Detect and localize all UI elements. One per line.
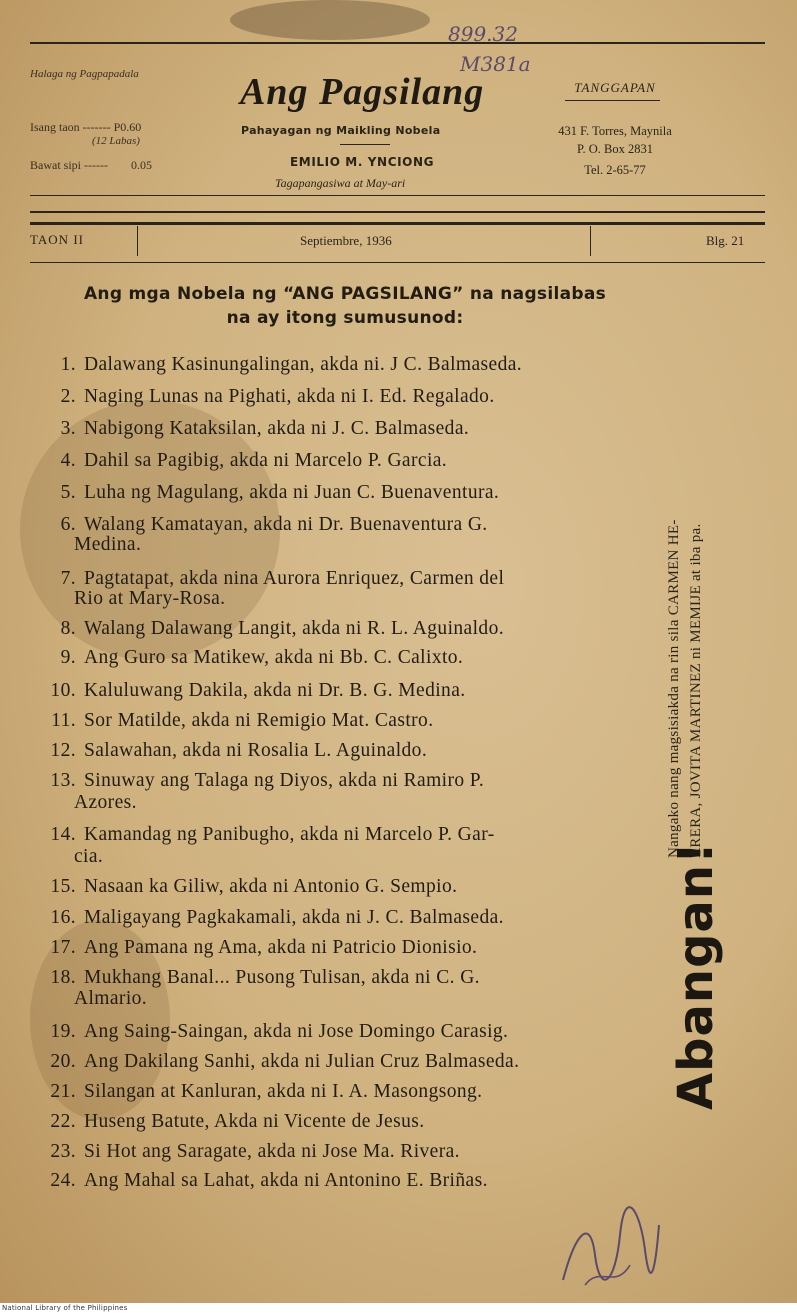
issue-divider xyxy=(590,226,591,256)
item-number: 16. xyxy=(50,907,76,928)
item-number: 23. xyxy=(50,1141,76,1162)
item-number: 10. xyxy=(50,680,76,701)
list-heading xyxy=(20,282,670,330)
abangan-banner: Abangan! xyxy=(668,841,724,1110)
item-number: 17. xyxy=(50,937,76,958)
item-number: 21. xyxy=(50,1081,76,1102)
price-row-amount: P0.60 xyxy=(113,120,142,134)
list-heading-line: Ang mga Nobela ng “ANG PAGSILANG” na nagsilabas xyxy=(83,284,607,304)
office-address: 431 F. Torres, Maynila xyxy=(558,124,672,138)
item-number: 14. xyxy=(50,824,76,845)
office-po-box: P. O. Box 2831 xyxy=(576,142,654,156)
handwritten-call-number: 899.32 xyxy=(448,22,518,46)
item-text: Luha ng Magulang, akda ni Juan C. Buenaventura. xyxy=(84,482,500,503)
item-number: 3. xyxy=(60,418,76,439)
issue-date: Septiembre, 1936 xyxy=(300,233,392,248)
price-label: Halaga ng Pagpapadala xyxy=(30,68,139,80)
item-text: Nasaan ka Giliw, akda ni Antonio G. Sempio. xyxy=(84,876,458,897)
item-text: Sinuway ang Talaga ng Diyos, akda ni Ramiro P. xyxy=(84,770,485,791)
item-text: Naging Lunas na Pighati, akda ni I. Ed. Regalado. xyxy=(84,386,495,407)
item-text: Almario. xyxy=(74,988,148,1009)
price-row-label: Isang taon ------- xyxy=(30,120,111,134)
masthead-bottom-rule xyxy=(30,262,765,263)
editor-name: EMILIO M. YNCIONG xyxy=(290,155,435,169)
item-text: Walang Kamatayan, akda ni Dr. Buenaventura G. xyxy=(84,514,488,535)
price-row-label: Bawat sipi ------ xyxy=(30,158,108,172)
price-row-note: (12 Labas) xyxy=(92,135,140,147)
publication-title: Ang Pagsilang xyxy=(240,71,485,113)
library-footer: National Library of the Philippines xyxy=(2,1304,128,1312)
list-heading-line: na ay itong sumusunod: xyxy=(226,308,464,328)
item-number: 5. xyxy=(60,482,76,503)
item-number: 15. xyxy=(50,876,76,897)
item-number: 20. xyxy=(50,1051,76,1072)
masthead-rule xyxy=(30,211,765,213)
volume-label: TAON II xyxy=(30,232,84,247)
handwritten-signature xyxy=(555,1195,665,1295)
item-text: Dahil sa Pagibig, akda ni Marcelo P. Garcia. xyxy=(84,450,448,471)
item-text: Ang Guro sa Matikew, akda ni Bb. C. Calixto. xyxy=(84,647,464,668)
item-text: Salawahan, akda ni Rosalia L. Aguinaldo. xyxy=(84,740,428,761)
issue-divider xyxy=(137,226,138,256)
item-text: Maligayang Pagkakamali, akda ni J. C. Balmaseda. xyxy=(84,907,504,928)
item-number: 8. xyxy=(60,618,76,639)
price-row-amount: 0.05 xyxy=(130,158,152,172)
item-number: 24. xyxy=(50,1170,76,1191)
item-text: Ang Dakilang Sanhi, akda ni Julian Cruz Balmaseda. xyxy=(84,1051,520,1072)
item-number: 2. xyxy=(60,386,76,407)
publication-subtitle: Pahayagan ng Maikling Nobela xyxy=(241,124,441,137)
item-text: Ang Pamana ng Ama, akda ni Patricio Dionisio. xyxy=(84,937,478,958)
price-row-year xyxy=(30,120,141,135)
item-number: 1. xyxy=(60,354,76,375)
item-number: 11. xyxy=(51,710,76,731)
item-text: Nabigong Kataksilan, akda ni J. C. Balmaseda. xyxy=(84,418,470,439)
item-text: Rio at Mary-Rosa. xyxy=(74,588,226,609)
item-text: Mukhang Banal... Pusong Tulisan, akda ni C. G. xyxy=(84,967,480,988)
paper-stain xyxy=(230,0,430,40)
office-label: TANGGAPAN xyxy=(574,80,656,95)
item-text: Walang Dalawang Langit, akda ni R. L. Aguinaldo. xyxy=(84,618,504,639)
masthead-top-rule xyxy=(30,42,765,44)
item-text: Kamandag ng Panibugho, akda ni Marcelo P. Gar- xyxy=(84,824,495,845)
masthead-rule xyxy=(30,222,765,225)
item-text: Azores. xyxy=(74,792,137,813)
masthead-rule xyxy=(30,195,765,196)
editor-role: Tagapangasiwa at May-ari xyxy=(275,176,406,190)
item-number: 6. xyxy=(60,514,76,535)
item-text: Ang Mahal sa Lahat, akda ni Antonino E. Briñas. xyxy=(84,1170,488,1191)
sidebar-note-line: Nangako nang magsisiakda na rin sila CARMEN HE- xyxy=(666,519,682,858)
subtitle-rule xyxy=(340,144,390,145)
item-number: 12. xyxy=(50,740,76,761)
item-number: 4. xyxy=(60,450,76,471)
item-text: Pagtatapat, akda nina Aurora Enriquez, Carmen del xyxy=(84,568,505,589)
item-number: 22. xyxy=(50,1111,76,1132)
price-row-copy xyxy=(30,158,152,173)
item-number: 19. xyxy=(50,1021,76,1042)
item-number: 9. xyxy=(60,647,76,668)
office-telephone: Tel. 2-65-77 xyxy=(584,163,646,177)
item-text: Si Hot ang Saragate, akda ni Jose Ma. Rivera. xyxy=(84,1141,460,1162)
handwritten-call-number: M381a xyxy=(460,52,531,76)
item-text: Medina. xyxy=(74,534,142,555)
item-number: 13. xyxy=(50,770,76,791)
office-rule xyxy=(565,100,660,101)
issue-number: Blg. 21 xyxy=(706,233,745,248)
item-number: 18. xyxy=(50,967,76,988)
item-text: Dalawang Kasinungalingan, akda ni. J C. Balmaseda. xyxy=(84,354,523,375)
item-text: Huseng Batute, Akda ni Vicente de Jesus. xyxy=(84,1111,425,1132)
item-text: Sor Matilde, akda ni Remigio Mat. Castro. xyxy=(84,710,434,731)
item-text: Silangan at Kanluran, akda ni I. A. Masongsong. xyxy=(84,1081,483,1102)
sidebar-note-line: RRERA, JOVITA MARTINEZ ni MEMIJE at iba pa. xyxy=(688,523,704,858)
item-text: Kaluluwang Dakila, akda ni Dr. B. G. Medina. xyxy=(84,680,466,701)
item-text: cia. xyxy=(74,846,104,867)
item-number: 7. xyxy=(60,568,76,589)
item-text: Ang Saing-Saingan, akda ni Jose Domingo Carasig. xyxy=(84,1021,509,1042)
